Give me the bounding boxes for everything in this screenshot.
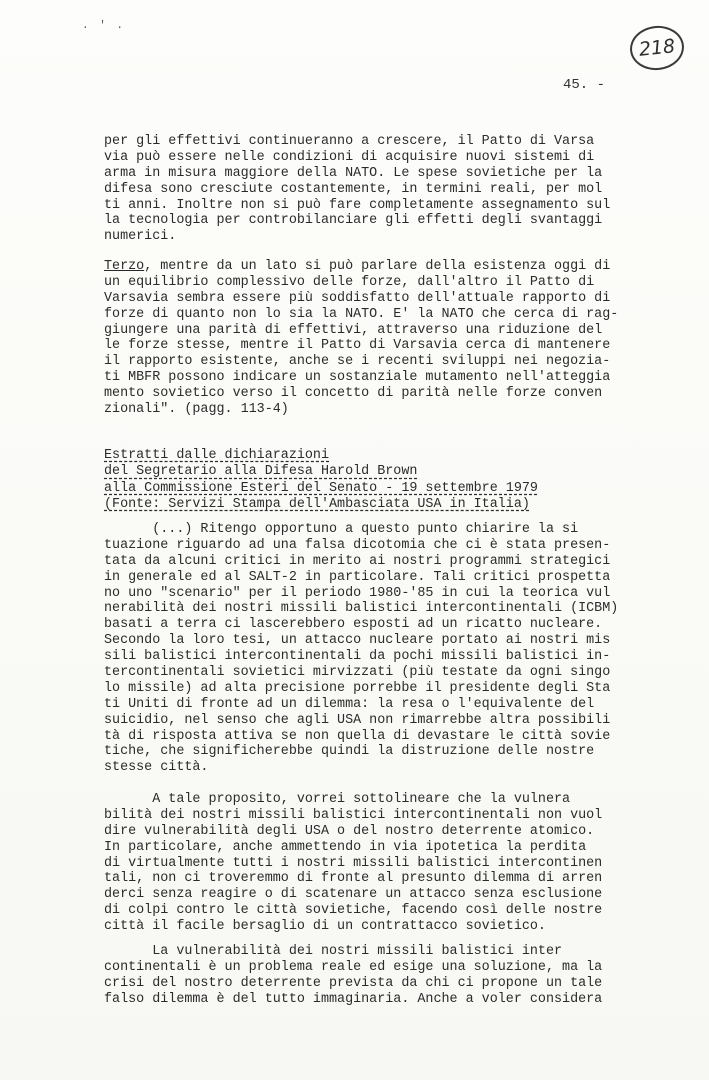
text-line: In particolare, anche ammettendo in via ipotetica la perdita — [104, 839, 587, 855]
text-line: A tale proposito, vorrei sottolineare che la vulnera — [104, 792, 571, 807]
text-line: città il facile bersaglio di un contrattacco sovietico. — [104, 919, 546, 935]
text-line — [104, 259, 644, 275]
text-line: di virtualmente tutti i nostri missili balistici intercontinen — [104, 855, 603, 871]
text-line: tuazione riguardo ad una falsa dicotomia che ci è stata presen- — [104, 537, 611, 553]
text-line: tà di risposta attiva se non quella di devastare le città sovie — [104, 728, 611, 744]
text-line: suicidio, nel senso che agli USA non rimarrebbe altra possibili — [104, 712, 611, 728]
text-line: il rapporto esistente, anche se i recenti sviluppi nei negozia- — [104, 354, 611, 370]
text-line: zionali". (pagg. 113-4) — [104, 402, 289, 418]
text-line: ti Uniti di fronte ad un dilemma: la resa o l'equivalente del — [104, 696, 595, 712]
body-paragraph-3 — [104, 944, 644, 1008]
text-line: le forze stesse, mentre il Patto di Varsavia cerca di mantenere — [104, 338, 611, 354]
heading-line: alla Commissione Esteri del Senato - 19 settembre 1979 — [104, 480, 538, 496]
stray-marks: . ' . — [82, 20, 126, 32]
text-line: Secondo la loro tesi, un attacco nucleare portato ai nostri mis — [104, 633, 611, 649]
text-line: tali, non ci troveremmo di fronte al presunto dilemma di arren — [104, 871, 603, 887]
text-line: tata da alcuni critici in merito ai nostri programmi strategici — [104, 553, 611, 569]
text-line: sili balistici intercontinentali da pochi missili balistici in- — [104, 649, 611, 665]
text-line: no uno "scenario" per il periodo 1980-'85 in cui la teorica vul — [104, 585, 611, 601]
section-heading — [104, 448, 584, 514]
text-line: nerabilità dei nostri missili balistici intercontinentali (ICBM) — [104, 601, 619, 617]
text-line: mento sovietico verso il concetto di parità nelle forze conven — [104, 386, 603, 402]
paragraph-1 — [104, 134, 644, 245]
text-line: ti MBFR possono indicare un sostanziale mutamento nell'atteggia — [104, 370, 611, 386]
text-line: basati a terra ci lascerebbero esposti ad un ricatto nucleare. — [104, 617, 603, 633]
text-line: tercontinentali sovietici mirvizzati (più testate da ogni singo — [104, 665, 611, 681]
heading-line: (Fonte: Servizi Stampa dell'Ambasciata USA in Italia) — [104, 497, 530, 513]
text-line: crisi del nostro deterrente prevista da chi ci propone un tale — [104, 975, 603, 991]
underlined-word: Terzo — [104, 259, 145, 274]
page-stamp — [628, 23, 686, 72]
text-line: arma in misura maggiore della NATO. Le spese sovietiche per la — [104, 165, 603, 181]
paragraph-2 — [104, 259, 644, 418]
text-line: lo missile) ad alta precisione porrebbe il presidente degli Sta — [104, 680, 611, 696]
text-line: giungere una parità di effettivi, attraverso una riduzione del — [104, 322, 603, 338]
text-line: in generale ed al SALT-2 in particolare. Tali critici prospetta — [104, 569, 611, 585]
text-line: via può essere nelle condizioni di acquisire nuovi sistemi di — [104, 149, 595, 165]
text-line: ti anni. Inoltre non si può fare completamente assegnamento sul — [104, 197, 611, 213]
text-line: falso dilemma è del tutto immaginaria. Anche a voler considera — [104, 991, 603, 1007]
text-line: dire vulnerabilità degli USA o del nostro deterrente atomico. — [104, 823, 595, 839]
text-line: di colpi contro le città sovietiche, facendo così delle nostre — [104, 903, 603, 919]
text-line: Varsavia sembra essere più soddisfatto dell'attuale rapporto di — [104, 290, 611, 306]
text-line: stesse città. — [104, 760, 209, 776]
page-number: 45. - — [563, 77, 606, 93]
text-line: per gli effettivi continueranno a crescere, il Patto di Varsa — [104, 134, 595, 149]
text-line: difesa sono cresciute costantemente, in termini reali, per mol — [104, 181, 603, 197]
heading-line: Estratti dalle dichiarazioni — [104, 448, 329, 463]
text-line: (...) Ritengo opportuno a questo punto chiarire la si — [104, 522, 579, 537]
text-line: un equilibrio complessivo delle forze, dall'altro il Patto di — [104, 274, 595, 290]
body-paragraph-2 — [104, 792, 644, 935]
line-rest: , mentre da un lato si può parlare della esistenza oggi di — [144, 259, 611, 274]
text-line: numerici. — [104, 229, 177, 245]
text-line: tiche, che significherebbe quindi la distruzione delle nostre — [104, 744, 595, 760]
stamp-number: 218 — [637, 35, 677, 61]
text-line: bilità dei nostri missili balistici intercontinentali non vuol — [104, 807, 603, 823]
body-paragraph-1 — [104, 522, 644, 776]
heading-line: del Segretario alla Difesa Harold Brown — [104, 464, 418, 480]
text-line: la tecnologia per controbilanciare gli effetti degli svantaggi — [104, 213, 603, 229]
text-line: forze di quanto non lo sia la NATO. E' la NATO che cerca di rag- — [104, 306, 619, 322]
text-line: derci senza reagire o di scatenare un attacco senza esclusione — [104, 887, 603, 903]
text-line: La vulnerabilità dei nostri missili balistici inter — [104, 944, 563, 959]
text-line: continentali è un problema reale ed esige una soluzione, ma la — [104, 959, 603, 975]
